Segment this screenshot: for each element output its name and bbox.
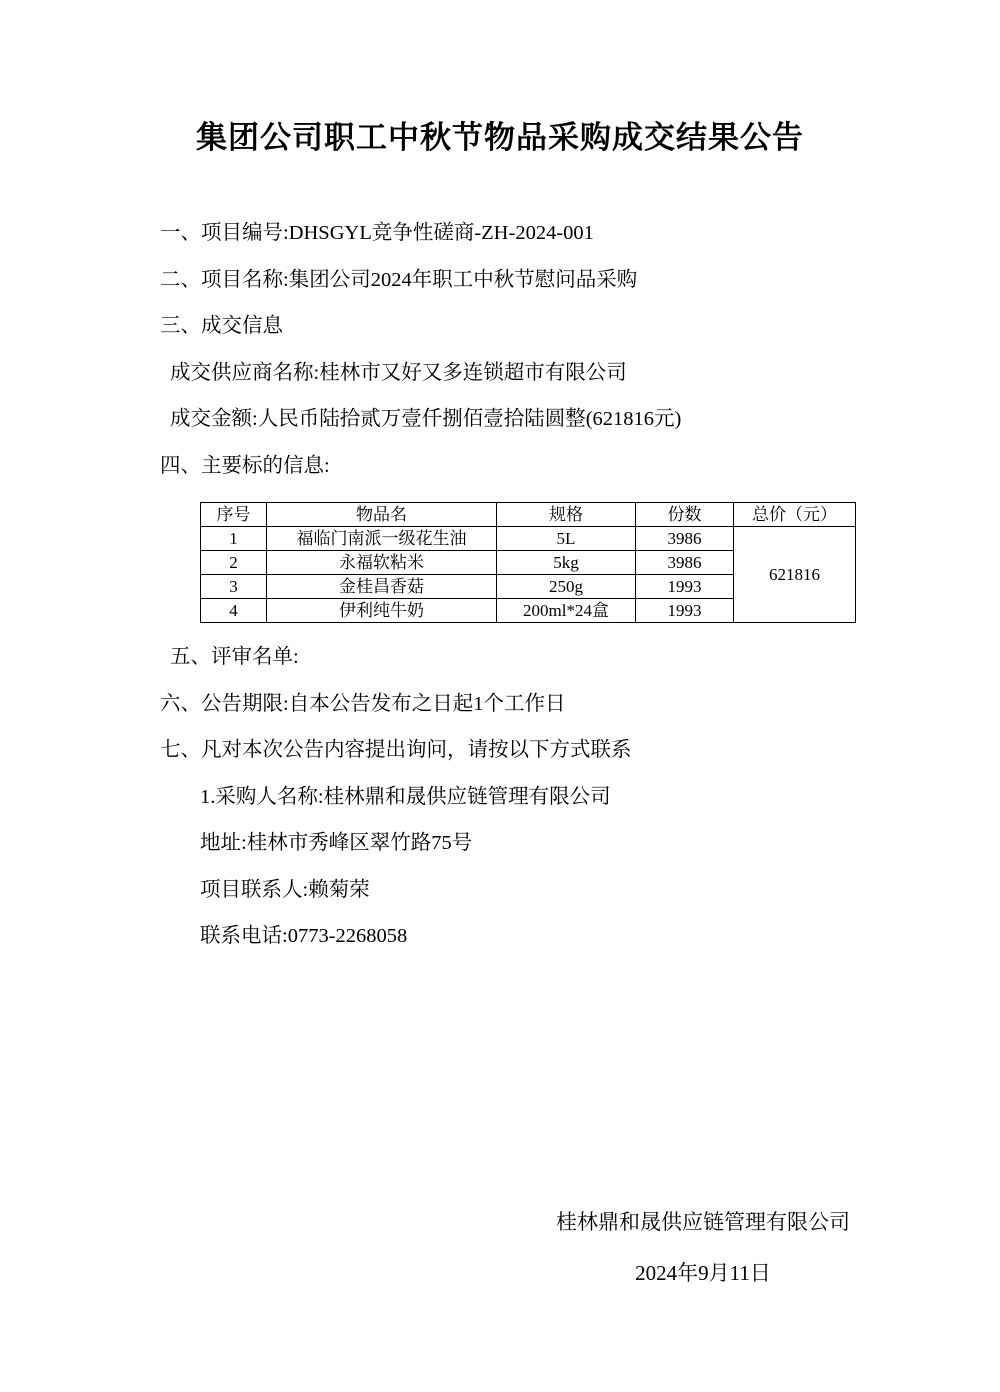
table-header-row <box>201 503 856 527</box>
page-title: 集团公司职工中秋节物品采购成交结果公告 <box>196 120 804 155</box>
notice-period-line: 六、公告期限:自本公告发布之日起1个工作日 <box>160 692 566 715</box>
table-cell: 伊利纯牛奶 <box>267 599 497 623</box>
signature-date: 2024年9月11日 <box>635 1261 771 1285</box>
table-header-cell: 份数 <box>636 503 734 527</box>
address-line: 地址:桂林市秀峰区翠竹路75号 <box>200 832 473 854</box>
project-name-line: 二、项目名称:集团公司2024年职工中秋节慰问品采购 <box>160 268 638 291</box>
table-header-cell: 规格 <box>497 503 636 527</box>
award-info-heading: 三、成交信息 <box>160 315 283 337</box>
table-cell: 4 <box>201 599 267 623</box>
table-cell: 福临门南派一级花生油 <box>267 527 497 551</box>
table-header-cell: 物品名 <box>267 503 497 527</box>
table-cell: 金桂昌香菇 <box>267 575 497 599</box>
table-cell: 2 <box>201 551 267 575</box>
document-body <box>150 223 850 947</box>
supplier-name-line: 成交供应商名称:桂林市又好又多连锁超市有限公司 <box>170 361 627 384</box>
inquiry-heading: 七、凡对本次公告内容提出询问，请按以下方式联系 <box>160 739 632 761</box>
signature-block <box>556 1212 850 1284</box>
main-items-heading: 四、主要标的信息: <box>160 454 330 477</box>
document-page <box>0 112 1000 1392</box>
table-header-cell: 序号 <box>201 503 267 527</box>
table-cell: 5L <box>497 527 636 551</box>
table-cell: 3986 <box>636 527 734 551</box>
table-header-cell: 总价（元） <box>734 503 856 527</box>
table-cell: 3986 <box>636 551 734 575</box>
table-cell: 200ml*24盒 <box>497 599 636 623</box>
table-cell: 3 <box>201 575 267 599</box>
signature-company: 桂林鼎和晟供应链管理有限公司 <box>556 1210 850 1234</box>
table-cell: 永福软粘米 <box>267 551 497 575</box>
table-cell: 1993 <box>636 599 734 623</box>
table-row <box>201 527 856 551</box>
review-list-heading: 五、评审名单: <box>170 646 299 668</box>
table-cell: 5kg <box>497 551 636 575</box>
purchaser-name-line: 1.采购人名称:桂林鼎和晟供应链管理有限公司 <box>200 785 611 808</box>
award-amount-line: 成交金额:人民币陆拾贰万壹仟捌佰壹拾陆圆整(621816元) <box>170 408 682 430</box>
project-number-line: 一、项目编号:DHSGYL竞争性磋商-ZH-2024-001 <box>160 222 594 244</box>
contact-phone-line: 联系电话:0773-2268058 <box>200 925 408 947</box>
table-cell: 1993 <box>636 575 734 599</box>
table-total-cell: 621816 <box>734 527 856 623</box>
contact-person-line: 项目联系人:赖菊荣 <box>200 878 370 901</box>
goods-table <box>200 502 856 623</box>
table-cell: 250g <box>497 575 636 599</box>
table-cell: 1 <box>201 527 267 551</box>
